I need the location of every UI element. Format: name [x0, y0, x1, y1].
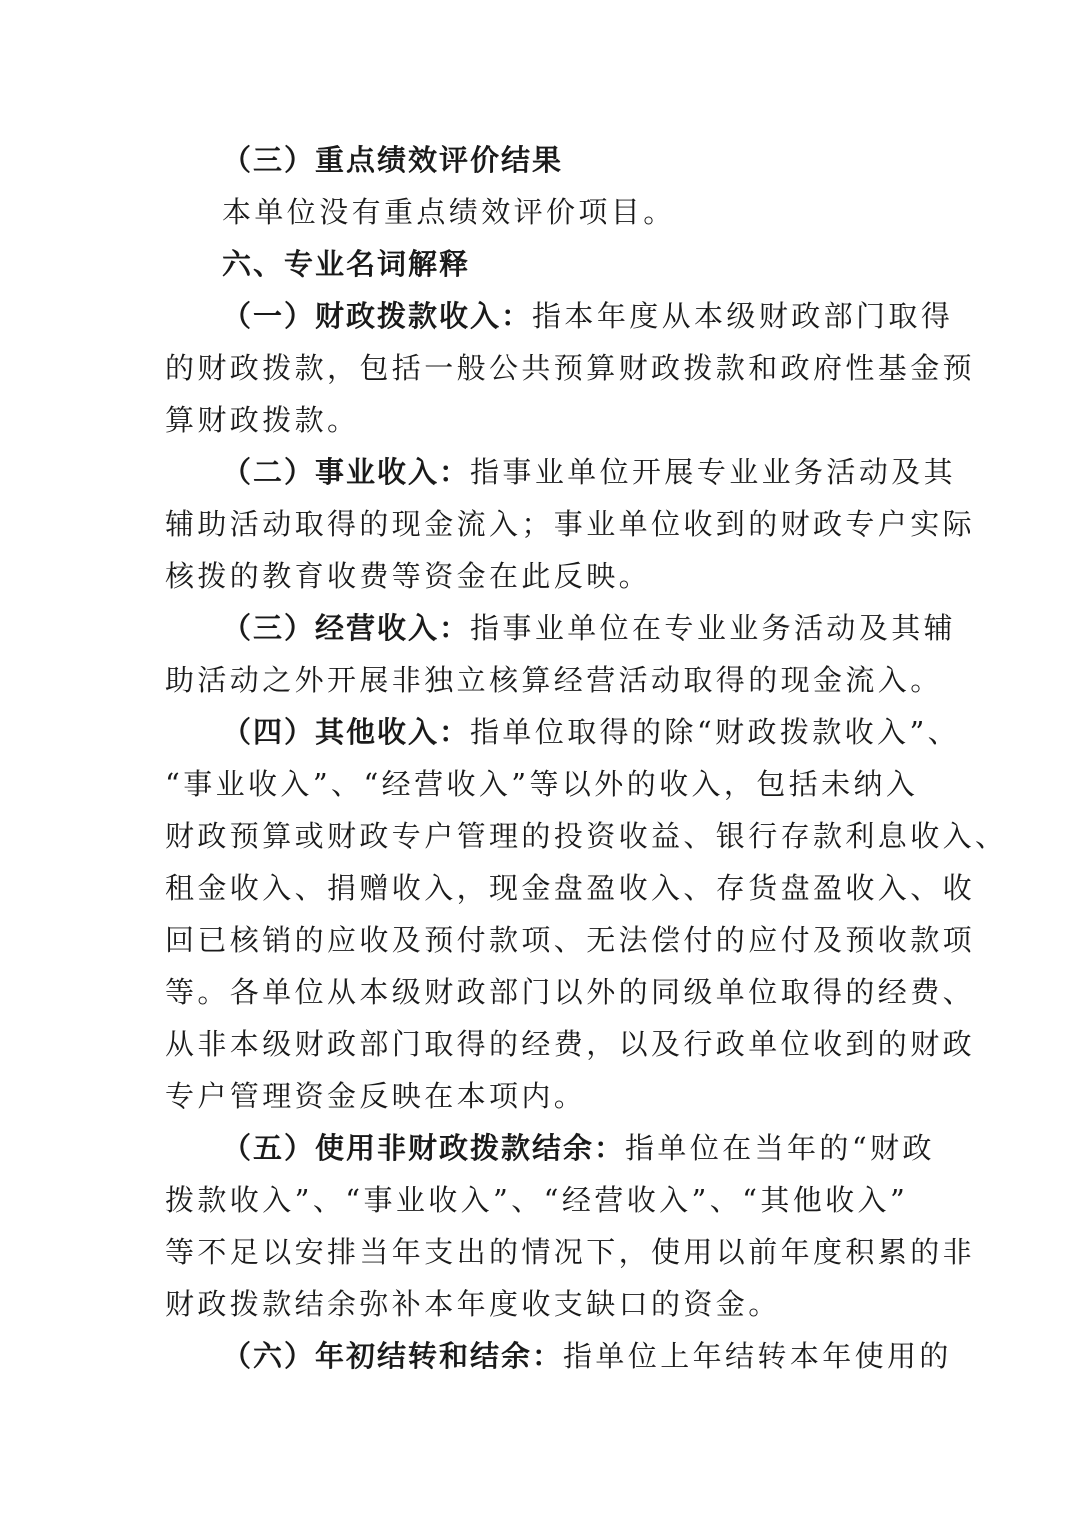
term-label: （五）使用非财政拨款结余： — [222, 1131, 626, 1165]
term-business-income-line-3: 核拨的教育收费等资金在此反映。 — [165, 559, 652, 593]
section-heading-glossary: 六、专业名词解释 — [222, 247, 471, 281]
term-carryover-line-1 — [222, 1338, 952, 1374]
term-fiscal-appropriation-line-2: 的财政拨款，包括一般公共预算财政拨款和政府性基金预 — [165, 351, 976, 385]
term-other-income-line-8: 专户管理资金反映在本项内。 — [165, 1079, 587, 1113]
term-fiscal-appropriation-line-3: 算财政拨款。 — [165, 403, 360, 437]
term-operating-income-line-2: 助活动之外开展非独立核算经营活动取得的现金流入。 — [165, 663, 943, 697]
term-label: （四）其他收入： — [222, 715, 471, 749]
term-label: （一）财政拨款收入： — [222, 299, 533, 333]
term-other-income-line-4: 租金收入、捐赠收入，现金盘盈收入、存货盘盈收入、收 — [165, 871, 976, 905]
term-label: （三）经营收入： — [222, 611, 471, 645]
term-other-income-line-1 — [222, 714, 960, 750]
term-other-income-line-3: 财政预算或财政专户管理的投资收益、银行存款利息收入、 — [165, 819, 1008, 853]
paragraph-no-key-evaluation: 本单位没有重点绩效评价项目。 — [222, 195, 676, 229]
term-text: 指单位在当年的“财政 — [625, 1131, 935, 1165]
term-other-income-line-5: 回已核销的应收及预付款项、无法偿付的应付及预收款项 — [165, 923, 976, 957]
section-heading-performance-results: （三）重点绩效评价结果 — [222, 143, 564, 177]
term-text: 指单位上年结转本年使用的 — [563, 1339, 952, 1373]
term-non-fiscal-balance-line-4: 财政拨款结余弥补本年度收支缺口的资金。 — [165, 1287, 781, 1321]
term-text: 指事业单位在专业业务活动及其辅 — [470, 611, 957, 645]
term-other-income-line-7: 从非本级财政部门取得的经费，以及行政单位收到的财政 — [165, 1027, 976, 1061]
term-text: 指事业单位开展专业业务活动及其 — [470, 455, 957, 489]
term-text: 指单位取得的除“财政拨款收入”、 — [470, 715, 961, 749]
term-label: （六）年初结转和结余： — [222, 1339, 564, 1373]
term-non-fiscal-balance-line-1 — [222, 1130, 935, 1166]
term-fiscal-appropriation-line-1 — [222, 298, 953, 334]
term-label: （二）事业收入： — [222, 455, 471, 489]
term-other-income-line-6: 等。各单位从本级财政部门以外的同级单位取得的经费、 — [165, 975, 976, 1009]
term-text: 指本年度从本级财政部门取得 — [532, 299, 954, 333]
term-non-fiscal-balance-line-2: 拨款收入”、“事业收入”、“经营收入”、“其他收入” — [165, 1183, 909, 1217]
term-business-income-line-2: 辅助活动取得的现金流入；事业单位收到的财政专户实际 — [165, 507, 976, 541]
term-operating-income-line-1 — [222, 610, 956, 646]
term-business-income-line-1 — [222, 454, 956, 490]
term-non-fiscal-balance-line-3: 等不足以安排当年支出的情况下，使用以前年度积累的非 — [165, 1235, 976, 1269]
term-other-income-line-2: “事业收入”、“经营收入”等以外的收入，包括未纳入 — [165, 767, 919, 801]
